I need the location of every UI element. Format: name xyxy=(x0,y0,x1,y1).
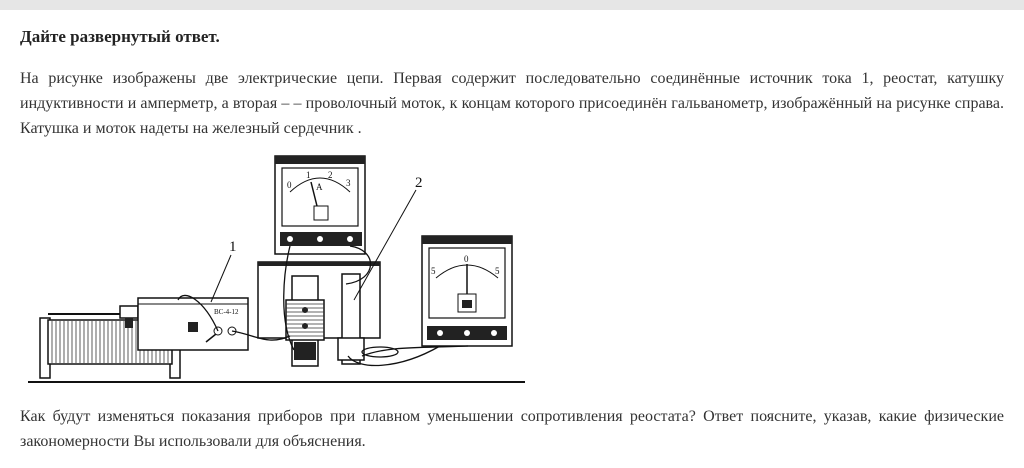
source-marking: ВС-4-12 xyxy=(214,308,239,316)
ammeter-scale-1: 1 xyxy=(306,170,311,180)
label-2: 2 xyxy=(415,175,423,191)
ammeter xyxy=(275,156,365,254)
ammeter-scale-2: 2 xyxy=(328,170,333,180)
ammeter-unit: A xyxy=(316,182,323,192)
galv-scale-zero: 0 xyxy=(464,254,469,264)
galvanometer xyxy=(422,236,512,346)
top-bar xyxy=(0,0,1024,10)
ammeter-scale-0: 0 xyxy=(287,180,292,190)
circuit-illustration xyxy=(28,150,528,390)
ammeter-scale-3: 3 xyxy=(346,178,351,188)
task-heading: Дайте развернутый ответ. xyxy=(20,27,220,46)
galv-scale-left: 5 xyxy=(431,266,436,276)
current-source xyxy=(138,298,248,350)
wire-coil xyxy=(338,274,364,364)
circuit-figure xyxy=(28,150,528,390)
galv-scale-right: 5 xyxy=(495,266,500,276)
task-description: На рисунке изображены две электрические цепи. Первая содержит последовательно соединённые источник тока 1, реостат, катушку индуктивности и амперметр, а вторая – – проволочный моток, к концам которого присоединён гальванометр, изображённый на рисунке справа. Катушка и моток надеты на железный сердечник . xyxy=(20,70,1004,137)
label-1: 1 xyxy=(229,239,237,255)
inductor-coil xyxy=(286,276,324,366)
task-question: Как будут изменяться показания приборов при плавном уменьшении сопротивления реостата? Ответ поясните, указав, какие физические закономерности Вы использовали для объяснения. xyxy=(20,408,1004,450)
